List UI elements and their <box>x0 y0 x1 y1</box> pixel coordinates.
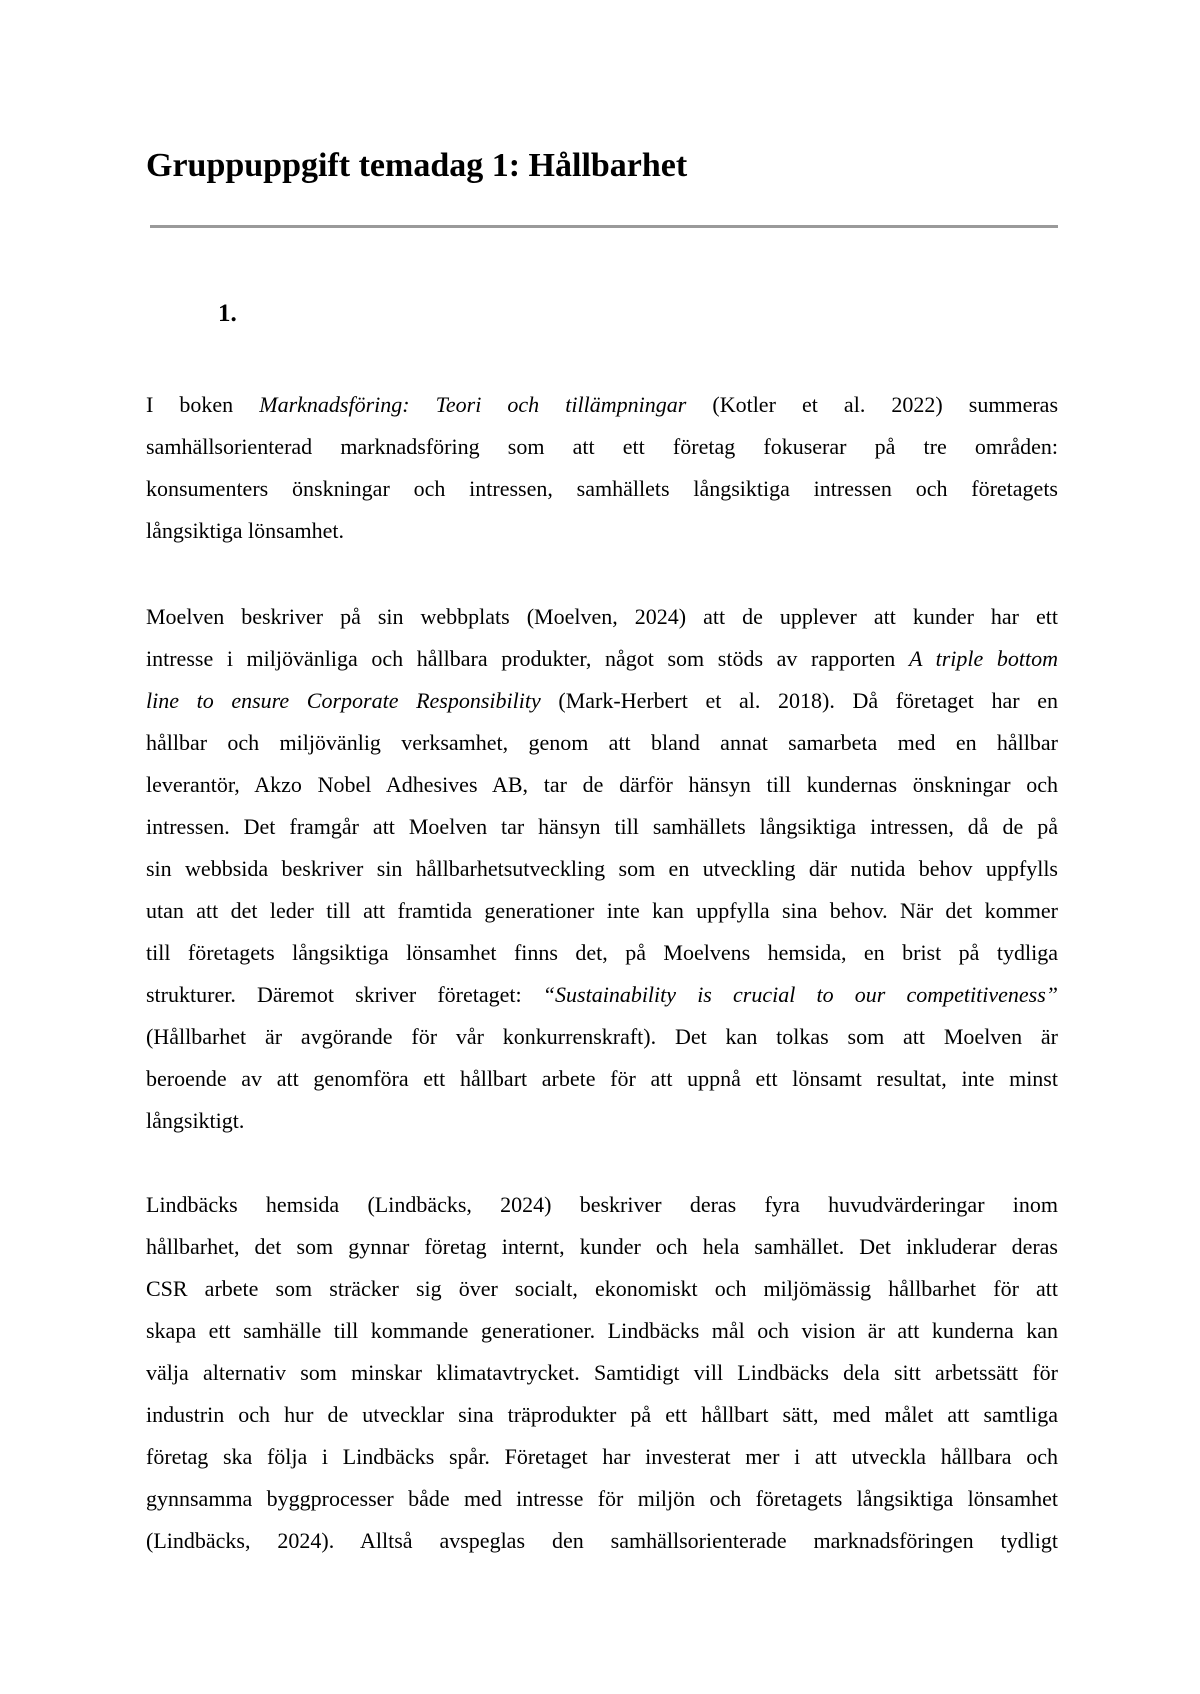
paragraph-line <box>146 638 1058 680</box>
text-run: intresse i miljövänliga och hållbara produkter, något som stöds av rapporten <box>146 646 909 671</box>
paragraph-line: skapa ett samhälle till kommande generationer. Lindbäcks mål och vision är att kunderna kan <box>146 1318 1058 1343</box>
paragraph-line: sin webbsida beskriver sin hållbarhetsutveckling som en utveckling där nutida behov uppfylls <box>146 856 1058 881</box>
document-title: Gruppuppgift temadag 1: Hållbarhet <box>146 147 688 184</box>
paragraph-line: hållbar och miljövänlig verksamhet, genom att bland annat samarbeta med en hållbar <box>146 730 1058 755</box>
paragraph-line: till företagets långsiktiga lönsamhet finns det, på Moelvens hemsida, en brist på tydliga <box>146 940 1058 965</box>
paragraph-line: utan att det leder till att framtida generationer inte kan uppfylla sina behov. När det kommer <box>146 898 1058 923</box>
paragraph-line: industrin och hur de utvecklar sina träprodukter på ett hållbart sätt, med målet att samtliga <box>146 1402 1058 1427</box>
paragraph-line: (Lindbäcks, 2024). Alltså avspeglas den samhällsorienterade marknadsföringen tydligt <box>146 1528 1058 1553</box>
report-title-italic: line to ensure Corporate Responsibility <box>146 688 541 713</box>
section-number: 1. <box>218 300 237 327</box>
paragraph-line: beroende av att genomföra ett hållbart arbete för att uppnå ett lönsamt resultat, inte minst <box>146 1066 1058 1091</box>
paragraph-line: Moelven beskriver på sin webbplats (Moelven, 2024) att de upplever att kunder har ett <box>146 604 1058 629</box>
paragraph-line: hållbarhet, det som gynnar företag internt, kunder och hela samhället. Det inkluderar deras <box>146 1234 1058 1259</box>
paragraph-line: långsiktiga lönsamhet. <box>146 518 344 543</box>
paragraph-line: leverantör, Akzo Nobel Adhesives AB, tar de därför hänsyn till kundernas önskningar och <box>146 772 1058 797</box>
text-run: (Kotler et al. 2022) summeras <box>686 392 1059 417</box>
paragraph-line: (Hållbarhet är avgörande för vår konkurrenskraft). Det kan tolkas som att Moelven är <box>146 1024 1058 1049</box>
book-title-italic: Marknadsföring: Teori och tillämpningar <box>259 392 687 417</box>
text-run: (Mark-Herbert et al. 2018). Då företaget har en <box>540 688 1059 713</box>
text-run: I boken <box>146 392 260 417</box>
paragraph-moelven <box>146 596 1058 1142</box>
paragraph-line: Lindbäcks hemsida (Lindbäcks, 2024) beskriver deras fyra huvudvärderingar inom <box>146 1192 1058 1217</box>
paragraph-line: gynnsamma byggprocesser både med intresse för miljön och företagets långsiktiga lönsamhet <box>146 1486 1058 1511</box>
text-run: strukturer. Däremot skriver företaget: <box>146 982 543 1007</box>
paragraph-line: konsumenters önskningar och intressen, samhällets långsiktiga intressen och företagets <box>146 476 1058 501</box>
paragraph-line: intressen. Det framgår att Moelven tar hänsyn till samhällets långsiktiga intressen, då de på <box>146 814 1058 839</box>
paragraph-line: företag ska följa i Lindbäcks spår. Företaget har investerat mer i att utveckla hållbara och <box>146 1444 1058 1469</box>
paragraph-line: långsiktigt. <box>146 1108 245 1133</box>
quote-italic: “Sustainability is crucial to our competitiveness” <box>542 982 1058 1007</box>
paragraph-line <box>146 680 1058 722</box>
paragraph-line: samhällsorienterad marknadsföring som att ett företag fokuserar på tre områden: <box>146 434 1058 459</box>
paragraph-lindbacks <box>146 1184 1058 1562</box>
horizontal-rule <box>150 225 1058 228</box>
paragraph-line <box>146 974 1058 1016</box>
paragraph-line: välja alternativ som minskar klimatavtrycket. Samtidigt vill Lindbäcks dela sitt arbetssätt för <box>146 1360 1058 1385</box>
paragraph-kotler <box>146 384 1058 552</box>
paragraph-line <box>146 384 1058 426</box>
paragraph-line: CSR arbete som sträcker sig över socialt, ekonomiskt och miljömässig hållbarhet för att <box>146 1276 1058 1301</box>
report-title-italic: A triple bottom <box>908 646 1058 671</box>
